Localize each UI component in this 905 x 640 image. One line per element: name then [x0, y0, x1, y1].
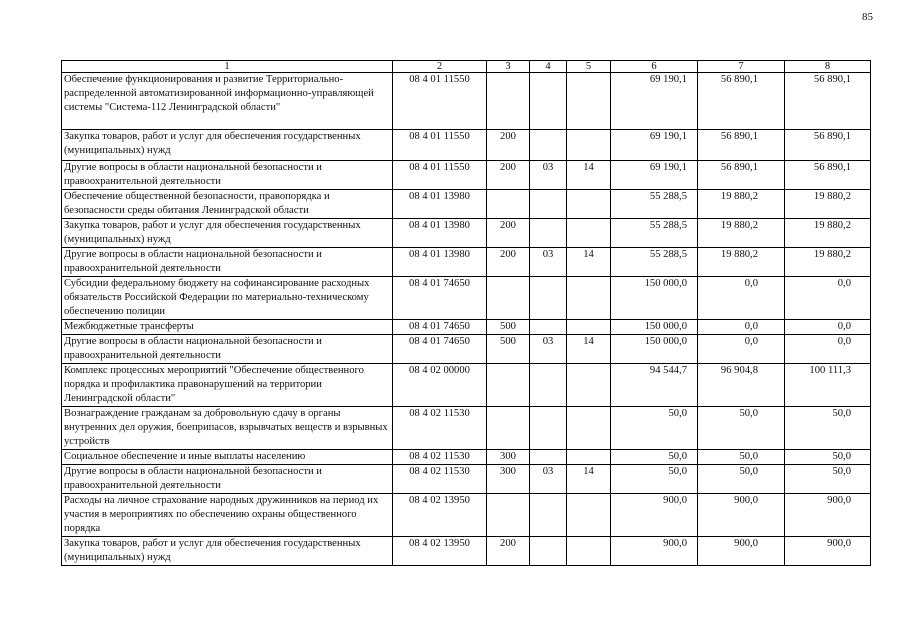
cell-amount-col8: 0,0 [785, 320, 871, 335]
cell-code: 08 4 01 11550 [393, 161, 487, 190]
cell-expense-type: 500 [487, 335, 530, 364]
cell-amount-col7: 50,0 [698, 465, 785, 494]
cell-expense-type: 200 [487, 130, 530, 161]
cell-section [530, 219, 567, 248]
cell-amount-col6: 69 190,1 [611, 161, 698, 190]
cell-section [530, 450, 567, 465]
cell-code: 08 4 02 13950 [393, 494, 487, 537]
cell-amount-col7: 0,0 [698, 320, 785, 335]
cell-expense-type [487, 190, 530, 219]
cell-section [530, 190, 567, 219]
cell-name: Закупка товаров, работ и услуг для обеспечения государственных (муниципальных) нужд [62, 130, 393, 161]
table-row [62, 320, 871, 335]
cell-name: Обеспечение общественной безопасности, правопорядка и безопасности среды обитания Ленинградской области [62, 190, 393, 219]
cell-subsection: 14 [567, 161, 611, 190]
cell-amount-col7: 50,0 [698, 407, 785, 450]
cell-amount-col8: 56 890,1 [785, 130, 871, 161]
table-row [62, 130, 871, 161]
cell-expense-type [487, 73, 530, 130]
cell-amount-col8: 50,0 [785, 407, 871, 450]
header-cell-7: 7 [698, 61, 785, 73]
cell-amount-col8: 19 880,2 [785, 248, 871, 277]
cell-amount-col8: 0,0 [785, 335, 871, 364]
cell-amount-col7: 19 880,2 [698, 219, 785, 248]
cell-amount-col6: 150 000,0 [611, 335, 698, 364]
cell-subsection [567, 73, 611, 130]
table-row [62, 335, 871, 364]
cell-expense-type: 200 [487, 248, 530, 277]
cell-subsection: 14 [567, 335, 611, 364]
cell-expense-type: 300 [487, 465, 530, 494]
header-cell-5: 5 [567, 61, 611, 73]
table-row [62, 219, 871, 248]
cell-expense-type: 300 [487, 450, 530, 465]
cell-amount-col8: 0,0 [785, 277, 871, 320]
table-row [62, 537, 871, 566]
table-row [62, 277, 871, 320]
cell-amount-col8: 19 880,2 [785, 190, 871, 219]
cell-code: 08 4 01 11550 [393, 73, 487, 130]
cell-expense-type [487, 407, 530, 450]
cell-amount-col6: 55 288,5 [611, 190, 698, 219]
cell-amount-col7: 19 880,2 [698, 190, 785, 219]
cell-section: 03 [530, 248, 567, 277]
cell-expense-type [487, 364, 530, 407]
table-row [62, 73, 871, 130]
cell-name: Закупка товаров, работ и услуг для обеспечения государственных (муниципальных) нужд [62, 219, 393, 248]
cell-name: Обеспечение функционирования и развитие Территориально-распределенной автоматизированной информационно-управляющей системы "Система-112 Ленинградской области" [62, 73, 393, 130]
cell-amount-col6: 55 288,5 [611, 248, 698, 277]
cell-code: 08 4 01 74650 [393, 335, 487, 364]
cell-amount-col6: 900,0 [611, 537, 698, 566]
cell-code: 08 4 01 74650 [393, 320, 487, 335]
cell-name: Другие вопросы в области национальной безопасности и правоохранительной деятельности [62, 465, 393, 494]
cell-name: Социальное обеспечение и иные выплаты населению [62, 450, 393, 465]
cell-subsection [567, 537, 611, 566]
cell-code: 08 4 01 74650 [393, 277, 487, 320]
cell-amount-col6: 50,0 [611, 465, 698, 494]
table-row [62, 494, 871, 537]
cell-amount-col7: 56 890,1 [698, 73, 785, 130]
cell-code: 08 4 01 13980 [393, 190, 487, 219]
table-row [62, 407, 871, 450]
cell-amount-col8: 900,0 [785, 537, 871, 566]
cell-code: 08 4 01 13980 [393, 248, 487, 277]
cell-amount-col6: 55 288,5 [611, 219, 698, 248]
cell-amount-col6: 50,0 [611, 407, 698, 450]
cell-expense-type [487, 494, 530, 537]
cell-amount-col6: 50,0 [611, 450, 698, 465]
cell-amount-col6: 69 190,1 [611, 73, 698, 130]
cell-subsection [567, 320, 611, 335]
cell-name: Субсидии федеральному бюджету на софинансирование расходных обязательств Российской Федерации по материально-техническому обеспечению полиции [62, 277, 393, 320]
header-cell-4: 4 [530, 61, 567, 73]
cell-section: 03 [530, 465, 567, 494]
cell-name: Другие вопросы в области национальной безопасности и правоохранительной деятельности [62, 248, 393, 277]
budget-table [61, 60, 871, 566]
cell-expense-type: 200 [487, 219, 530, 248]
cell-section [530, 130, 567, 161]
cell-section [530, 494, 567, 537]
cell-amount-col7: 0,0 [698, 277, 785, 320]
cell-subsection [567, 277, 611, 320]
page-number: 85 [862, 11, 873, 23]
table-row [62, 248, 871, 277]
cell-code: 08 4 02 00000 [393, 364, 487, 407]
cell-section [530, 73, 567, 130]
header-cell-1: 1 [62, 61, 393, 73]
cell-section: 03 [530, 335, 567, 364]
cell-subsection: 14 [567, 248, 611, 277]
cell-amount-col8: 56 890,1 [785, 161, 871, 190]
cell-section: 03 [530, 161, 567, 190]
cell-code: 08 4 02 11530 [393, 450, 487, 465]
cell-subsection [567, 364, 611, 407]
cell-subsection: 14 [567, 465, 611, 494]
cell-code: 08 4 01 11550 [393, 130, 487, 161]
cell-name: Вознаграждение гражданам за добровольную сдачу в органы внутренних дел оружия, боеприпасов, взрывчатых веществ и взрывных устройств [62, 407, 393, 450]
cell-section [530, 364, 567, 407]
header-cell-2: 2 [393, 61, 487, 73]
cell-name: Межбюджетные трансферты [62, 320, 393, 335]
table-row [62, 190, 871, 219]
cell-section [530, 277, 567, 320]
cell-subsection [567, 190, 611, 219]
cell-amount-col6: 150 000,0 [611, 320, 698, 335]
table-row [62, 364, 871, 407]
cell-amount-col8: 19 880,2 [785, 219, 871, 248]
cell-name: Комплекс процессных мероприятий "Обеспечение общественного порядка и профилактика правонарушений на территории Ленинградской области" [62, 364, 393, 407]
cell-amount-col6: 94 544,7 [611, 364, 698, 407]
cell-amount-col7: 900,0 [698, 494, 785, 537]
header-cell-8: 8 [785, 61, 871, 73]
cell-expense-type: 200 [487, 537, 530, 566]
cell-code: 08 4 02 13950 [393, 537, 487, 566]
header-row [62, 61, 871, 73]
header-cell-3: 3 [487, 61, 530, 73]
cell-amount-col6: 150 000,0 [611, 277, 698, 320]
header-cell-6: 6 [611, 61, 698, 73]
cell-amount-col6: 69 190,1 [611, 130, 698, 161]
table-row [62, 161, 871, 190]
cell-name: Другие вопросы в области национальной безопасности и правоохранительной деятельности [62, 335, 393, 364]
cell-amount-col7: 900,0 [698, 537, 785, 566]
cell-amount-col8: 50,0 [785, 450, 871, 465]
cell-amount-col6: 900,0 [611, 494, 698, 537]
cell-amount-col7: 96 904,8 [698, 364, 785, 407]
cell-amount-col7: 50,0 [698, 450, 785, 465]
cell-amount-col8: 100 111,3 [785, 364, 871, 407]
cell-subsection [567, 450, 611, 465]
cell-name: Расходы на личное страхование народных дружинников на период их участия в мероприятиях по обеспечению охраны общественного порядка [62, 494, 393, 537]
cell-code: 08 4 02 11530 [393, 407, 487, 450]
cell-expense-type: 500 [487, 320, 530, 335]
cell-name: Закупка товаров, работ и услуг для обеспечения государственных (муниципальных) нужд [62, 537, 393, 566]
cell-name: Другие вопросы в области национальной безопасности и правоохранительной деятельности [62, 161, 393, 190]
cell-code: 08 4 01 13980 [393, 219, 487, 248]
cell-subsection [567, 130, 611, 161]
cell-amount-col8: 56 890,1 [785, 73, 871, 130]
cell-section [530, 320, 567, 335]
cell-subsection [567, 219, 611, 248]
cell-subsection [567, 494, 611, 537]
cell-section [530, 407, 567, 450]
cell-expense-type [487, 277, 530, 320]
cell-amount-col7: 56 890,1 [698, 130, 785, 161]
cell-subsection [567, 407, 611, 450]
table-row [62, 450, 871, 465]
cell-code: 08 4 02 11530 [393, 465, 487, 494]
cell-amount-col8: 50,0 [785, 465, 871, 494]
cell-amount-col7: 0,0 [698, 335, 785, 364]
cell-amount-col7: 56 890,1 [698, 161, 785, 190]
cell-expense-type: 200 [487, 161, 530, 190]
cell-amount-col8: 900,0 [785, 494, 871, 537]
cell-amount-col7: 19 880,2 [698, 248, 785, 277]
table-row [62, 465, 871, 494]
cell-section [530, 537, 567, 566]
